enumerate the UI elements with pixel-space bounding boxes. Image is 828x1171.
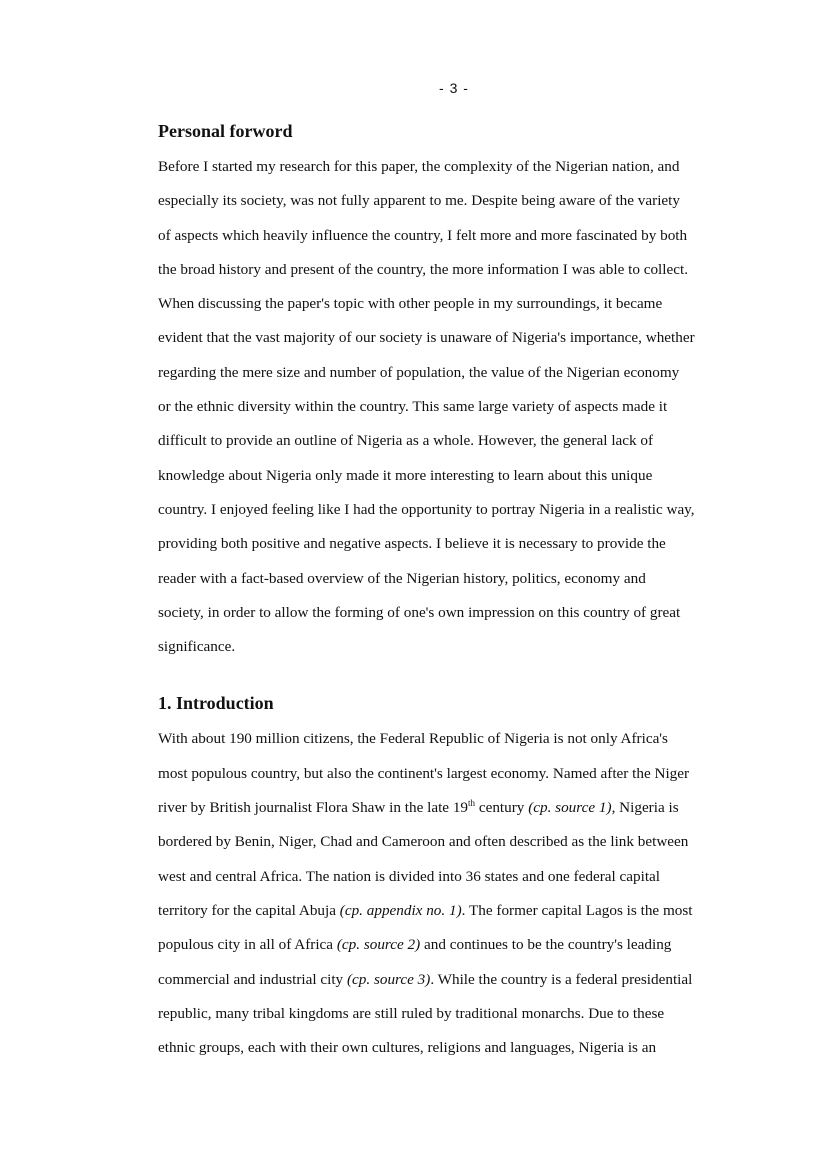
text-line: When discussing the paper's topic with other people in my surroundings, it became: [158, 295, 663, 313]
text-line: of aspects which heavily influence the country, I felt more and more fascinated by both: [158, 226, 688, 244]
text-line: [158, 963, 758, 997]
text-run: and continues to be the country's leading: [420, 936, 672, 954]
citation: (cp. source 3): [346, 970, 431, 988]
text-line: bordered by Benin, Niger, Chad and Cameroon and often described as the link between: [158, 833, 689, 851]
text-line: significance.: [158, 638, 236, 656]
text-line: country. I enjoyed feeling like I had the opportunity to portray Nigeria in a realistic way,: [158, 500, 695, 518]
text-line: ethnic groups, each with their own cultures, religions and languages, Nigeria is an: [158, 1039, 657, 1057]
text-line: difficult to provide an outline of Nigeria as a whole. However, the general lack of: [158, 432, 654, 450]
forword-paragraph: [158, 150, 758, 664]
text-run: . The former capital Lagos is the most: [461, 901, 693, 919]
text-run: river by British journalist Flora Shaw in the late 19: [158, 799, 469, 817]
text-line: providing both positive and negative aspects. I believe it is necessary to provide the: [158, 535, 666, 553]
section-heading-forword: Personal forword: [158, 121, 293, 141]
text-run: populous city in all of Africa: [158, 936, 337, 954]
text-line: society, in order to allow the forming of one's own impression on this country of great: [158, 603, 681, 621]
text-line: Before I started my research for this paper, the complexity of the Nigerian nation, and: [158, 158, 680, 175]
text-run: century: [475, 799, 529, 817]
text-line: evident that the vast majority of our society is unaware of Nigeria's importance, whether: [158, 329, 695, 347]
text-line: [158, 928, 758, 962]
citation: (cp. source 1): [528, 799, 612, 817]
text-run: , Nigeria is: [611, 799, 679, 817]
text-line: regarding the mere size and number of population, the value of the Nigerian economy: [158, 363, 680, 381]
section-heading-introduction: 1. Introduction: [158, 693, 274, 714]
page-content: [158, 118, 758, 1065]
citation: (cp. appendix no. 1): [339, 901, 462, 919]
text-run: territory for the capital Abuja: [158, 901, 340, 919]
superscript-th: th: [468, 798, 476, 809]
text-line: With about 190 million citizens, the Federal Republic of Nigeria is not only Africa's: [158, 730, 668, 748]
text-line: especially its society, was not fully apparent to me. Despite being aware of the variety: [158, 192, 680, 210]
text-line: west and central Africa. The nation is divided into 36 states and one federal capital: [158, 867, 661, 885]
text-line: [158, 791, 758, 825]
text-line: most populous country, but also the continent's largest economy. Named after the Niger: [158, 764, 690, 782]
text-run: commercial and industrial city: [158, 970, 347, 988]
text-line: [158, 894, 758, 928]
text-line: the broad history and present of the country, the more information I was able to collect.: [158, 260, 688, 278]
page-number: - 3 -: [439, 80, 469, 96]
text-line: or the ethnic diversity within the country. This same large variety of aspects made it: [158, 398, 668, 416]
text-line: reader with a fact-based overview of the Nigerian history, politics, economy and: [158, 569, 646, 587]
introduction-paragraph: [158, 722, 758, 1065]
text-run: . While the country is a federal presidential: [430, 970, 693, 988]
citation: (cp. source 2): [336, 936, 421, 954]
text-line: knowledge about Nigeria only made it more interesting to learn about this unique: [158, 466, 653, 484]
text-line: republic, many tribal kingdoms are still ruled by traditional monarchs. Due to these: [158, 1004, 665, 1022]
